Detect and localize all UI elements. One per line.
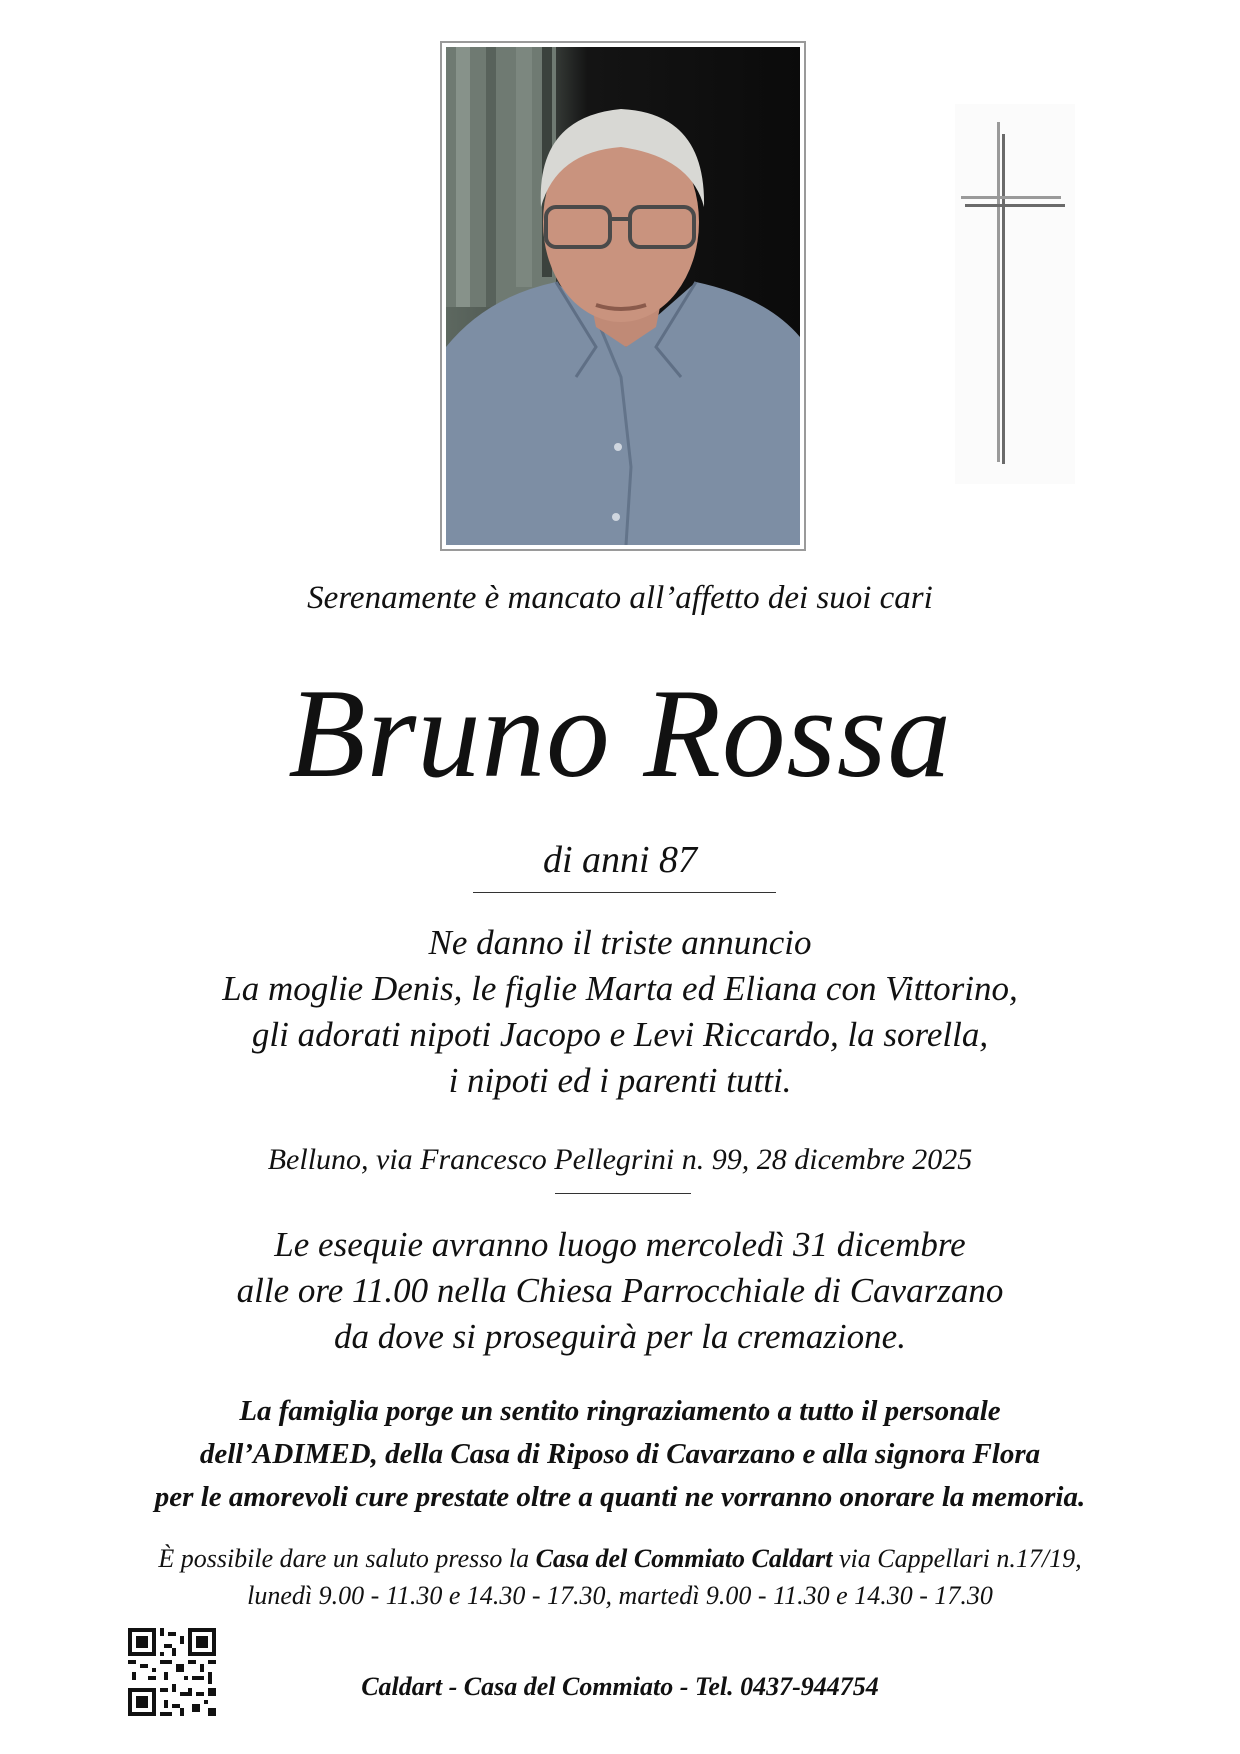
thanks-line: La famiglia porge un sentito ringraziamento a tutto il personale <box>239 1395 1001 1427</box>
divider-line <box>473 892 776 893</box>
intro-text: Serenamente è mancato all’affetto dei suoi cari <box>307 580 933 616</box>
footer-contact: Caldart - Casa del Commiato - Tel. 0437-944754 <box>361 1672 879 1701</box>
funeral-line: alle ore 11.00 nella Chiesa Parrocchiale di Cavarzano <box>236 1271 1004 1310</box>
visit-suffix: via Cappellari n.17/19, <box>832 1544 1082 1573</box>
divider-line <box>555 1193 691 1194</box>
portrait-frame <box>440 41 806 551</box>
portrait-photo <box>446 47 800 545</box>
place-date: Belluno, via Francesco Pellegrini n. 99, 28 dicembre 2025 <box>267 1143 973 1176</box>
announce-line: Ne danno il triste annuncio <box>428 923 812 962</box>
thanks-line: dell’ADIMED, della Casa di Riposo di Cavarzano e alla signora Flora <box>199 1438 1041 1470</box>
deceased-name: Bruno Rossa <box>288 664 952 804</box>
announce-line: gli adorati nipoti Jacopo e Levi Riccardo, la sorella, <box>251 1015 989 1054</box>
thanks-line: per le amorevoli cure prestate oltre a quanti ne vorranno onorare la memoria. <box>154 1481 1086 1513</box>
visit-info <box>0 1540 1240 1577</box>
announce-line: La moglie Denis, le figlie Marta ed Eliana con Vittorino, <box>222 969 1018 1008</box>
age-text: di anni 87 <box>542 839 698 881</box>
visit-prefix: È possibile dare un saluto presso la <box>158 1544 536 1573</box>
funeral-line: Le esequie avranno luogo mercoledì 31 dicembre <box>274 1225 966 1264</box>
latin-cross-icon <box>955 104 1075 484</box>
funeral-home-name: Casa del Commiato Caldart <box>535 1544 833 1573</box>
visit-hours: lunedì 9.00 - 11.30 e 14.30 - 17.30, martedì 9.00 - 11.30 e 14.30 - 17.30 <box>247 1581 993 1610</box>
announce-line: i nipoti ed i parenti tutti. <box>448 1061 792 1100</box>
funeral-line: da dove si proseguirà per la cremazione. <box>334 1317 906 1356</box>
